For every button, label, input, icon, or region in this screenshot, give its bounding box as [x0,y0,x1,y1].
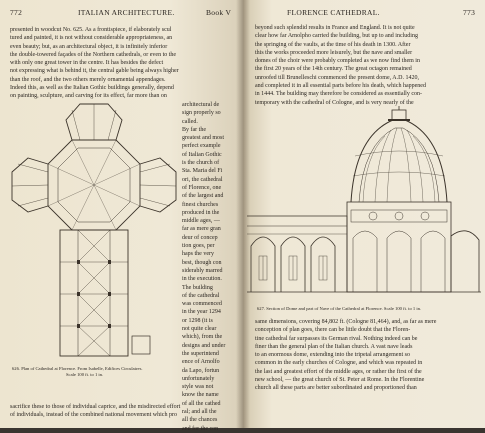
text-line: common in the early churches of Cologne, and which was repeated in [255,360,423,367]
text-line: same dimensions, covering 84,802 ft. (Cologne 81,464), and, as far as mere [255,319,437,325]
left-page [0,0,243,432]
side-text-line: called. [182,118,198,125]
side-text-line: know the name [182,392,219,399]
right-running-head: FLORENCE CATHEDRAL. [287,8,380,17]
plan-caption: 626. Plan of Cathedral at Florence. From Isabelle, Edifices Circulaires. [12,366,143,371]
text-line: this the works proceeded more leisurely, but the nave and smaller [255,49,413,56]
dome-section-figure [247,106,481,304]
side-text-line: ral; and all the [182,408,217,415]
text-line: the double-towered façades of the Northern cathedrals, or even to the [10,51,177,58]
right-body-bottom [255,318,479,393]
text-line: to an enormous dome, extending into the tripetal arrangement so [255,352,410,359]
side-text-line: all the chances [182,417,218,424]
text-line: the last and greatest effort of the middle ages, or rather the first of the [255,368,422,375]
book-gutter [236,0,250,428]
text-line: domes of the choir were probably completed as we now find them in [255,58,420,65]
left-running-head: ITALIAN ARCHITECTURE. [78,8,175,17]
text-line: not expressing what is behind it, the central gable being always higher [10,68,179,75]
side-text-line: which), from the [182,334,223,341]
side-text-line: unfortunately [182,375,215,382]
text-line: on painting, sculpture, and carving for its effect, far more than on [10,93,167,100]
text-line: than the roof, and the two others merely ornamental appendages. [10,76,166,83]
side-text-line: Sta. Maria del Fi [182,168,223,175]
text-line: of individuals, instead of the combined national movement which pro [10,412,177,419]
left-page-number: 772 [10,8,23,17]
side-text-line: greatest and most [182,135,224,142]
text-line: Indeed this, as well as the Italian Gothic buildings generally, depend [10,85,174,92]
side-text-line: of Florence, one [182,184,222,191]
side-text-line: finest churches [182,201,219,208]
text-line: tured and painted, it is not without considerable appropriateness, an [10,35,173,42]
side-text-line: and for the con [182,425,219,432]
text-line: church all these parts are better subordinated and proportioned than [255,385,417,392]
side-text-line: produced in the [182,209,220,216]
side-text-line: da Lapo, fortun [182,367,220,374]
side-text-line: perfect example [182,143,221,150]
side-text-line: the superintend [182,350,219,357]
text-line: the springing of the vaults, at the time of his death in 1300. After [255,41,411,48]
plan-caption-scale: Scale 100 ft. to 1 in. [66,372,104,377]
side-text-line: siderably marred [182,267,223,274]
left-side-column [182,101,234,433]
text-line: temporary with the cathedral of Cologne, and is very nearly of the [255,99,414,106]
right-page-number: 773 [463,8,476,17]
side-text-line: style was not [182,384,214,391]
side-text-line: tion goes, per [182,243,215,250]
text-line: with only one great tower in the centre. It has besides the defect [10,60,164,67]
text-line: beyond such splendid results in France and England. It is not quite [255,25,415,31]
side-text-line: ence of Arnolfo [182,359,220,366]
text-line: conception of plan goes, there can be little doubt that the Floren- [255,327,411,334]
side-text-line: far as mere gran [182,226,221,233]
text-line: unroofed till Brunelleschi commenced the present dome, A.D. 1420, [255,74,419,81]
text-line: tine cathedral far surpasses its German rival. Nothing indeed can be [255,335,418,342]
side-text-line: deur of concep [182,234,218,241]
side-text-line: ori, the cathedral [182,176,223,183]
side-text-line: was commenced [182,301,222,308]
text-line: sacrifice these to those of individual caprice, and the misdirected effort [10,404,181,410]
left-body-top [10,26,236,101]
side-text-line: architectural de [182,102,220,108]
side-text-line: of Italian Gothic [182,151,222,158]
text-line: the first 20 years of the 14th century. The great octagon remained [255,66,412,73]
text-line: even beauty; but, as an architectural object, it is infinitely inferior [10,43,168,50]
side-text-line: The building [182,284,213,291]
side-text-line: By far the [182,126,206,133]
side-text-line: middle ages, — [182,218,220,225]
text-line: presented in woodcut No. 625. As a frontispiece, if elaborately scul [10,27,172,33]
side-text-line: not quite clear [182,326,217,333]
side-text-line: of the largest and [182,193,224,200]
text-line: clear how far Arnolpho carried the building, but up to and including [255,33,418,40]
side-text-line: haps the very [182,251,214,258]
side-text-line: sign properly so [182,110,221,117]
right-body-top [255,24,479,107]
side-text-line: of all the cathed [182,400,221,407]
right-page [243,0,485,428]
side-text-line: best, though con [182,259,222,266]
side-text-line: or 1298 (it is [182,317,213,324]
side-text-line: of the cathedral [182,292,220,299]
text-line: and completed it in all essential parts before his death, which happened [255,83,426,90]
left-book-marker: Book V [206,8,232,17]
text-line: in 1444. The building may therefore be considered as essentially con- [255,91,423,98]
text-line: finer than the general plan of the Italian church. A vast nave leads [255,343,413,350]
left-body-bottom [10,403,236,420]
side-text-line: designs and under [182,342,226,349]
side-text-line: is the church of [182,160,220,167]
side-text-line: in the execution. [182,276,222,283]
text-line: new school, — the great church of St. Peter at Rome. In the Florentine [255,377,425,384]
side-text-line: in the year 1294 [182,309,221,316]
dome-caption: 627. Section of Dome and part of Nave of the Cathedral at Florence. Scale 100 ft. to 1 in. [257,306,422,311]
cathedral-plan-figure [8,100,180,362]
